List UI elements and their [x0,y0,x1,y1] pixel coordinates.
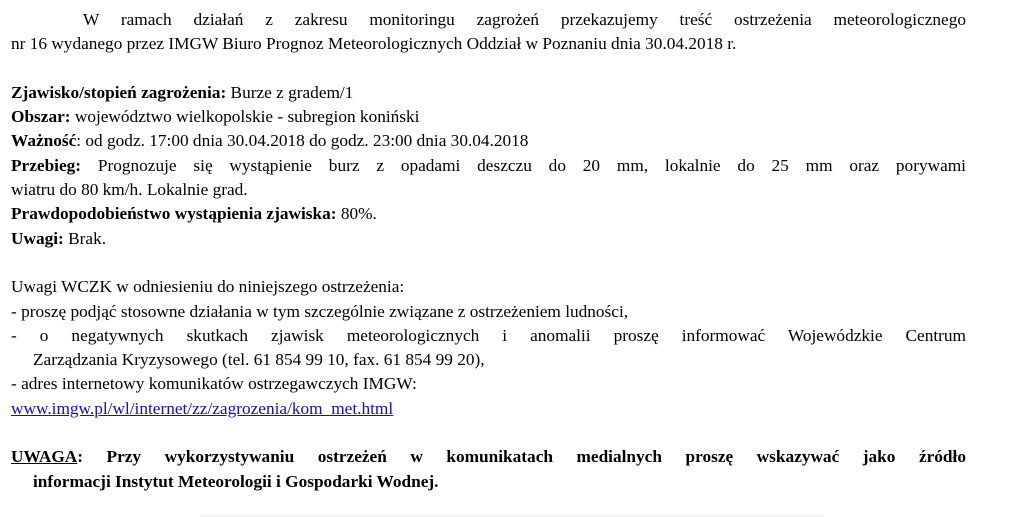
notice-text-1: : Przy wykorzystywaniu ostrzeżeń w komunikatach medialnych proszę wskazywać jako źródło [77,447,966,467]
spacer [11,421,966,445]
notice-text-2: informacji Instytut Meteorologii i Gospodarki Wodnej. [33,471,439,491]
wczk-item-2-line-1: - o negatywnych skutkach zjawisk meteorologicznych i anomalii proszę informować Wojewódzkie Centrum [11,325,966,345]
wczk-heading: Uwagi WCZK w odniesieniu do niniejszego ostrzeżenia: [11,277,405,297]
probability-label: Prawdopodobieństwo wystąpienia zjawiska: [11,204,337,224]
wczk-item-1: - proszę podjąć stosowne działania w tym szczególnie związane z ostrzeżeniem ludności, [11,301,629,321]
phenomenon-label: Zjawisko/stopień zagrożenia: [11,82,227,102]
intro-line-2: nr 16 wydanego przez IMGW Biuro Prognoz Meteorologicznych Oddział w Poznaniu dnia 30.04.2018 r. [11,34,737,54]
notice-row-2 [11,470,966,494]
wczk-item-3: - adres internetowy komunikatów ostrzegawczych IMGW: [11,374,417,394]
course-row-1 [11,154,966,178]
phenomenon-value: Burze z gradem/1 [226,82,354,102]
validity-value: : od godz. 17:00 dnia 30.04.2018 do godz. 23:00 dnia 30.04.2018 [76,131,529,151]
imgw-link-row [11,397,966,421]
intro-line-1: W ramach działań z zakresu monitoringu zagrożeń przekazujemy treść ostrzeżenia meteorologicznego [83,10,966,29]
spacer [11,57,966,81]
phenomenon-row [11,81,966,105]
validity-row [11,129,966,153]
wczk-item-2-line-2: Zarządzania Kryzysowego (tel. 61 854 99 10, fax. 61 854 99 20), [33,350,485,370]
probability-value: 80%. [336,204,377,224]
validity-label: Ważność [11,131,77,151]
remarks-value: Brak. [63,228,107,248]
course-value-1: Prognozuje się wystąpienie burz z opadami deszczu do 20 mm, lokalnie do 25 mm oraz porywami [81,155,966,175]
area-row [11,105,966,129]
imgw-warnings-link[interactable]: www.imgw.pl/wl/internet/zz/zagrozenia/kom_met.html [11,398,394,418]
page-edge-shadow [200,513,824,517]
warning-document [11,8,966,494]
remarks-row [11,227,966,251]
notice-label: UWAGA [11,447,78,467]
spacer [11,251,966,275]
area-label: Obszar: [11,107,71,127]
course-label: Przebieg: [11,155,82,175]
notice-row-1 [11,445,966,469]
probability-row [11,202,966,226]
course-row-2: wiatru do 80 km/h. Lokalnie grad. [11,180,248,200]
area-value: województwo wielkopolskie - subregion koniński [70,107,420,127]
remarks-label: Uwagi: [11,228,64,248]
